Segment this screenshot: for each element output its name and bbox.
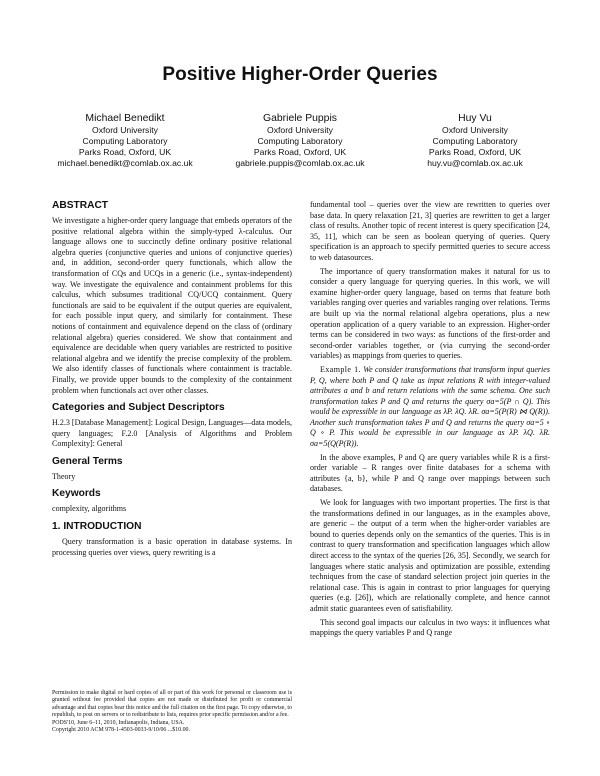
general-terms-text: Theory — [52, 471, 76, 481]
body-paragraph: The importance of query transformation makes it natural for us to consider a query language for querying queries. In this work, we will examine higher-order query language, based on terms that feature both variables ranging over queries and variables ranging over relations. Terms are built up via the normal relational algebra operations, plus a new operation application of a query variable to an expression. Higher-order terms can be considered in two ways: as functions of the first-order and second-order variables together, or (via currying the second-order variables) as mappings from queries to queries. — [310, 266, 550, 361]
permission-notice: Permission to make digital or hard copies of all or part of this work for personal or classroom use is granted without fee provided that copies are not made or distributed for profit or commercial advantage and that copies bear this notice and the full citation on the first page. To copy otherwise, to republish, to post on servers or to redistribute to lists, requires prior specific permission and/or a fee. — [52, 690, 292, 719]
keywords-text: complexity, algorithms — [52, 504, 127, 514]
right-column — [310, 200, 550, 642]
categories-heading: Categories and Subject Descriptors — [52, 402, 225, 414]
body-paragraph: fundamental tool – queries over the view are rewritten to queries over base data. In query relaxation [21, 3] queries are rewritten to get a larger class of results. Another topic of recent interest is query specification [24, 35, 11], which can be seen as boolean querying of queries. Query specification is an approach to specify permitted queries to secure access to web datasources. — [310, 200, 550, 262]
introduction-heading: 1. INTRODUCTION — [52, 521, 142, 533]
body-paragraph: In the above examples, P and Q are query variables while R is a first-order variable – R ranges over finite databases for a schema with attributes {a, b}, while P and Q range over mappings between such databases. — [310, 452, 550, 494]
categories-text: H.2.3 [Database Management]: Logical Design, Languages—data models, query languages; F.2.0 [Analysis of Algorithms and Problem Complexity]: General — [52, 418, 292, 449]
copyright-notice: Copyright 2010 ACM 978-1-4503-0033-9/10/06 ...$10.00. — [52, 727, 190, 734]
author-affiliation: Oxford University — [92, 125, 158, 135]
author-affiliation: Computing Laboratory — [257, 136, 343, 146]
author-0 — [40, 112, 210, 169]
author-affiliation: Oxford University — [267, 125, 333, 135]
author-email: gabriele.puppis@comlab.ox.ac.uk — [235, 158, 365, 168]
author-affiliation: Oxford University — [442, 125, 508, 135]
abstract-text: We investigate a higher-order query language that embeds operators of the positive relational algebra within the simply-typed λ-calculus. Our language allows one to succinctly define ordinary positive relational algebra queries (conjunctive queries and unions of conjunctive queries) and, in addition, second-order query functionals, which allow the transformation of CQs and UCQs in a generic (i.e., syntax-independent) way. We investigate the equivalence and containment problems for this calculus, which subsumes traditional CQ/UCQ containment. Query functionals are said to be equivalent if the output queries are equivalent, for each possible input query, and similarly for containment. These notions of containment and equivalence depend on the class of (ordinary relational algebra) queries considered. We show that containment and equivalence are decidable when query variables are restricted to positive relational algebra and we identify the precise complexity of the problem. We also identify classes of functionals where containment is tractable. Finally, we provide upper bounds to the complexity of the containment problem when functionals act over other classes. — [52, 216, 292, 395]
paper-title: Positive Higher-Order Queries — [162, 64, 438, 85]
abstract-heading: ABSTRACT — [52, 200, 109, 211]
author-name: Huy Vu — [458, 113, 492, 124]
body-paragraph: We look for languages with two important properties. The first is that the transformations defined in our languages, as in the examples above, are generic – the output of a term when the higher-order variables are bound to queries depends only on the semantics of the queries. This is in contrast to query transformation and specification languages which allow direct access to the syntax of the queries [26, 35]. Secondly, we search for languages where static analysis and optimization are possible, extending techniques from the case of standard selection project join queries in the relational case. This is again in contrast to prior languages for querying queries (e.g. [26]), which are relationally complete, and hence cannot admit static guarantees even of satisfiability. — [310, 498, 550, 613]
author-block — [40, 112, 560, 169]
author-name: Gabriele Puppis — [263, 113, 337, 124]
author-2 — [390, 112, 560, 169]
author-address: Parks Road, Oxford, UK — [253, 147, 347, 157]
introduction-paragraph: Query transformation is a basic operation in database systems. In processing queries over views, query rewriting is a — [52, 537, 292, 557]
example-text: We consider transformations that transform input queries P, Q, where both P and Q take as input relations R with integer-valued attributes a and b and return relations with the same schema. One such transformation takes P and Q and returns the query σa=5(P ∩ Q). This would be expressible in our language as λP. λQ. λR. σa=5(P(R) ⋈ Q(R)). Another such transformation takes P and Q and returns the query σa=5 ∘ Q ∘ P. This would be expressible in our language as λP. λQ. λR. σa=5(Q(P(R)). — [310, 364, 550, 449]
author-affiliation: Computing Laboratory — [432, 136, 518, 146]
copyright-footnote — [52, 690, 292, 734]
author-1 — [215, 112, 385, 169]
body-paragraph: This second goal impacts our calculus in two ways: it influences what mappings the query variables P and Q range — [310, 617, 550, 638]
example-block — [310, 365, 550, 450]
left-column — [52, 200, 292, 561]
conference-notice: PODS'10, June 6–11, 2010, Indianapolis, Indiana, USA. — [52, 719, 185, 726]
keywords-heading: Keywords — [52, 488, 101, 500]
author-address: Parks Road, Oxford, UK — [428, 147, 522, 157]
author-address: Parks Road, Oxford, UK — [78, 147, 172, 157]
author-affiliation: Computing Laboratory — [82, 136, 168, 146]
example-label: Example 1. — [320, 364, 361, 374]
author-email: michael.benedikt@comlab.ox.ac.uk — [57, 158, 193, 168]
general-terms-heading: General Terms — [52, 455, 123, 467]
author-name: Michael Benedikt — [85, 113, 165, 124]
author-email: huy.vu@comlab.ox.ac.uk — [427, 158, 523, 168]
